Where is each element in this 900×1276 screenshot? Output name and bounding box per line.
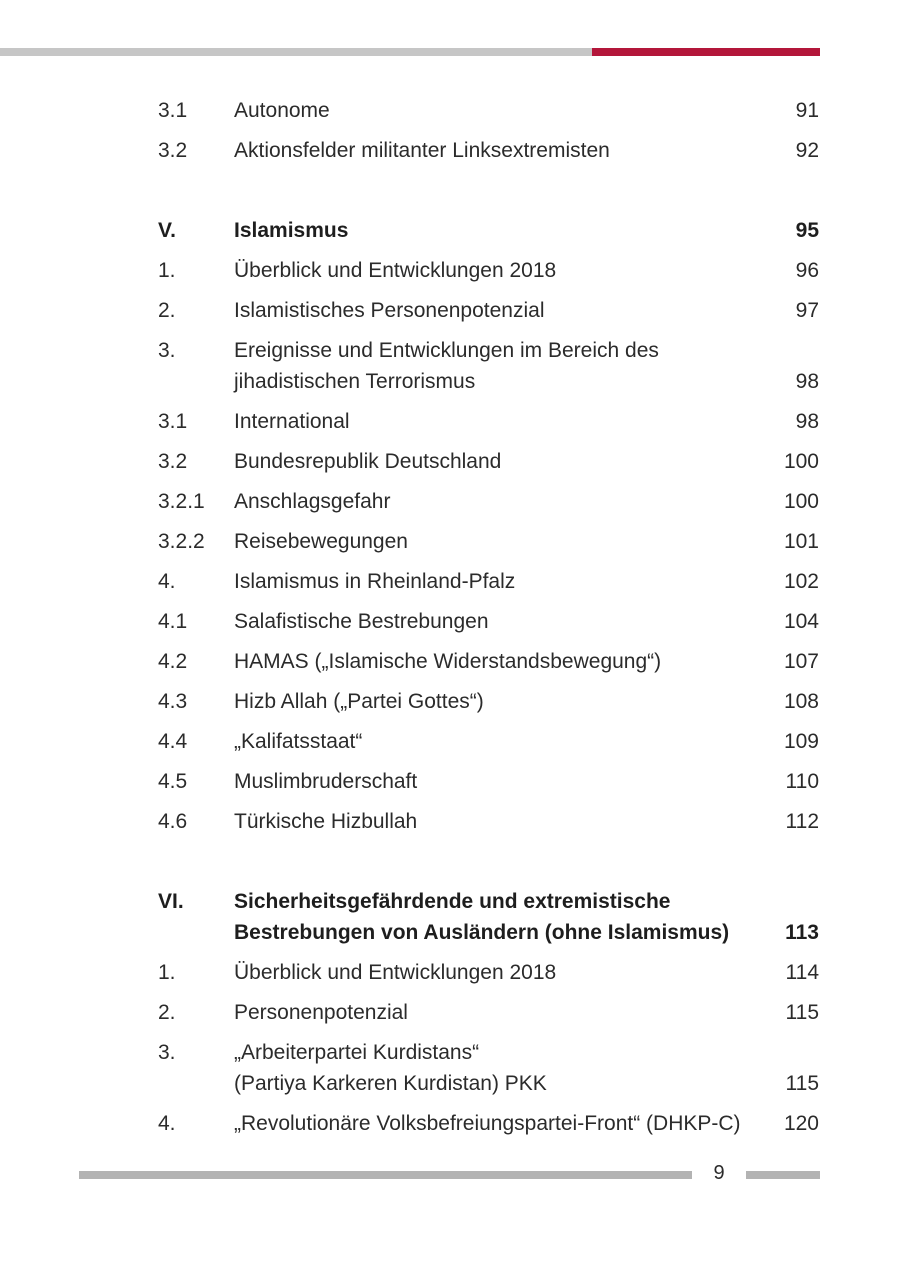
toc-entry-page: 110 — [785, 770, 819, 793]
toc-entry-title — [234, 295, 764, 326]
toc-entry-title — [234, 606, 764, 637]
toc-entry-title — [234, 486, 764, 517]
toc-entry-title-line: Hizb Allah („Partei Gottes“) — [234, 690, 484, 713]
toc-entry-title — [234, 726, 764, 757]
toc-entry-title-line: Bestrebungen von Ausländern (ohne Islamismus) — [234, 921, 730, 944]
toc-entry-number: 3.2 — [158, 139, 188, 162]
toc-entry-title — [234, 1108, 764, 1139]
toc-entry-title — [234, 806, 764, 837]
toc-entry-number: VI. — [158, 890, 184, 913]
toc-entry-title — [234, 135, 764, 166]
toc-entry-page: 92 — [795, 139, 819, 162]
toc-entry-page: 120 — [783, 1112, 819, 1135]
toc-entry-title — [234, 957, 764, 988]
toc-entry-page: 112 — [785, 810, 819, 833]
toc-entry-number: 1. — [158, 961, 176, 984]
toc-entry-title-line: Türkische Hizbullah — [234, 810, 418, 833]
toc-entry-page: 115 — [785, 1072, 819, 1095]
footer-bar-right — [746, 1171, 820, 1179]
toc-entry-number: 4. — [158, 1112, 176, 1135]
toc-entry-title-line: „Kalifatsstaat“ — [234, 730, 363, 753]
toc-entry-title-line: Autonome — [234, 99, 330, 122]
toc-entry-title — [234, 95, 764, 126]
toc-entry-title — [234, 886, 764, 948]
toc-entry-page: 95 — [795, 219, 819, 242]
toc-entry-title-line: Überblick und Entwicklungen 2018 — [234, 961, 557, 984]
page-number: 9 — [713, 1162, 725, 1184]
toc-entry-title-line: jihadistischen Terrorismus — [234, 370, 476, 393]
toc-entry-number: 3.2.2 — [158, 530, 205, 553]
toc-entry-title-line: „Arbeiterpartei Kurdistans“ — [234, 1041, 480, 1064]
toc-entry-number: 4.6 — [158, 810, 188, 833]
toc-entry-title-line: Sicherheitsgefährdende und extremistische — [234, 890, 671, 913]
toc-entry-number: 2. — [158, 1001, 176, 1024]
toc-entry-title-line: Ereignisse und Entwicklungen im Bereich des — [234, 339, 659, 362]
toc-entry-title — [234, 766, 764, 797]
toc-entry-title-line: Personenpotenzial — [234, 1001, 408, 1024]
toc-entry-number: 3.2.1 — [158, 490, 205, 513]
toc-entry-page: 114 — [785, 961, 819, 984]
toc-entry-title-line: Aktionsfelder militanter Linksextremisten — [234, 139, 610, 162]
toc-entry-title — [234, 997, 764, 1028]
toc-entry-title-line: Islamismus in Rheinland-Pfalz — [234, 570, 516, 593]
toc-entry-title — [234, 1037, 764, 1099]
toc-entry-number: 4. — [158, 570, 176, 593]
toc-entry-page: 98 — [795, 370, 819, 393]
toc-entry-title — [234, 686, 764, 717]
toc-entry-title-line: Salafistische Bestrebungen — [234, 610, 489, 633]
top-accent-bar — [592, 48, 820, 56]
toc-entry-title-line: „Revolutionäre Volksbefreiungspartei-Front“ (DHKP-C) — [234, 1112, 741, 1135]
toc-entry-title — [234, 255, 764, 286]
toc-entry-title-line: International — [234, 410, 350, 433]
toc-entry-number: 4.1 — [158, 610, 188, 633]
toc-entry-page: 101 — [783, 530, 819, 553]
toc-entry-number: 4.3 — [158, 690, 188, 713]
toc-entry-title-line: (Partiya Karkeren Kurdistan) PKK — [234, 1072, 547, 1095]
toc-entry-title — [234, 446, 764, 477]
toc-entry-title-line: Anschlagsgefahr — [234, 490, 391, 513]
toc-entry-number: 1. — [158, 259, 176, 282]
toc-entry-title-line: Überblick und Entwicklungen 2018 — [234, 259, 557, 282]
toc-entry-page: 91 — [795, 99, 819, 122]
toc-entry-number: 3. — [158, 1041, 176, 1064]
toc-entry-title — [234, 215, 764, 246]
toc-entry-page: 115 — [785, 1001, 819, 1024]
footer-bar-left — [79, 1171, 692, 1179]
toc-entry-number: 4.2 — [158, 650, 188, 673]
toc-entry-title — [234, 566, 764, 597]
toc-entry-page: 109 — [783, 730, 819, 753]
toc-entry-number: V. — [158, 219, 176, 242]
toc-entry-title-line: Reisebewegungen — [234, 530, 408, 553]
toc-entry-page: 104 — [783, 610, 819, 633]
toc-entry-title-line: Islamistisches Personenpotenzial — [234, 299, 545, 322]
top-decorative-bar — [0, 48, 592, 56]
toc-entry-number: 3. — [158, 339, 176, 362]
toc-entry-title — [234, 526, 764, 557]
toc-entry-page: 100 — [783, 490, 819, 513]
toc-entry-page: 108 — [783, 690, 819, 713]
toc-entry-title — [234, 646, 764, 677]
toc-entry-number: 4.5 — [158, 770, 188, 793]
toc-entry-number: 3.1 — [158, 410, 188, 433]
toc-entry-title-line: HAMAS („Islamische Widerstandsbewegung“) — [234, 650, 662, 673]
toc-entry-page: 100 — [783, 450, 819, 473]
toc-entry-page: 113 — [785, 921, 819, 944]
toc-entry-page: 102 — [783, 570, 819, 593]
toc-entry-title-line: Bundesrepublik Deutschland — [234, 450, 502, 473]
toc-entry-number: 3.2 — [158, 450, 188, 473]
toc-entry-page: 97 — [795, 299, 819, 322]
toc-entry-title-line: Islamismus — [234, 219, 349, 242]
toc-entry-page: 96 — [795, 259, 819, 282]
toc-entry-number: 2. — [158, 299, 176, 322]
toc-entry-page: 107 — [783, 650, 819, 673]
toc-entry-title — [234, 335, 764, 397]
toc-entry-number: 3.1 — [158, 99, 188, 122]
toc-entry-page: 98 — [795, 410, 819, 433]
toc-entry-title — [234, 406, 764, 437]
toc-entry-number: 4.4 — [158, 730, 188, 753]
toc-entry-title-line: Muslimbruderschaft — [234, 770, 418, 793]
